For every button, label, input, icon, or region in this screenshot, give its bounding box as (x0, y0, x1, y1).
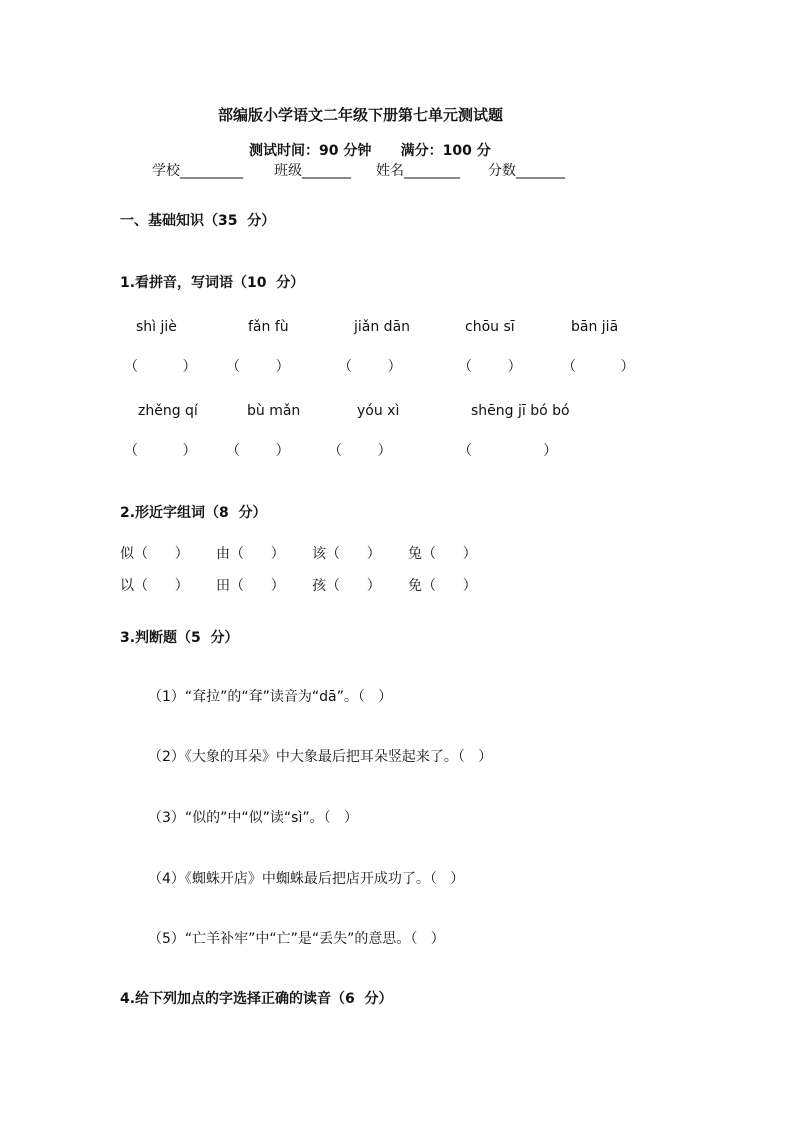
question-3-title: 3.判断题（5 分） (120, 630, 239, 646)
answer-blank[interactable]: （ ） (226, 443, 290, 459)
similar-char-item[interactable]: 似（ ） (120, 546, 189, 562)
true-false-item[interactable]: （5）“亡羊补牢”中“亡”是“丢失”的意思。（ ） (148, 931, 445, 947)
answer-blank[interactable]: （ ） (458, 359, 522, 375)
test-time-score: 测试时间：90 分钟 满分：100 分 (249, 143, 491, 159)
score-field: 分数_______ (488, 163, 565, 179)
pinyin-item: bù mǎn (247, 403, 301, 419)
answer-blank[interactable]: （ ） (458, 443, 558, 459)
pinyin-item: jiǎn dān (354, 319, 411, 335)
similar-char-item[interactable]: 免（ ） (408, 578, 477, 594)
section-basic-knowledge: 一、基础知识（35 分） (120, 213, 276, 229)
true-false-item[interactable]: （4）《蜘蛛开店》中蜘蛛最后把店开成功了。（ ） (148, 871, 465, 887)
answer-blank[interactable]: （ ） (562, 359, 635, 375)
question-1-title: 1.看拼音，写词语（10 分） (120, 275, 305, 291)
true-false-item[interactable]: （2）《大象的耳朵》中大象最后把耳朵竖起来了。（ ） (148, 749, 493, 765)
similar-char-item[interactable]: 田（ ） (216, 578, 285, 594)
pinyin-item: bān jiā (571, 319, 619, 335)
true-false-item[interactable]: （1）“耷拉”的“耷”读音为“dā”。（ ） (148, 689, 393, 705)
pinyin-item: yóu xì (357, 403, 400, 419)
answer-blank[interactable]: （ ） (338, 359, 402, 375)
answer-blank[interactable]: （ ） (124, 443, 197, 459)
similar-char-item[interactable]: 由（ ） (216, 546, 285, 562)
answer-blank[interactable]: （ ） (124, 359, 197, 375)
similar-char-item[interactable]: 该（ ） (312, 546, 381, 562)
name-field: 姓名________ (376, 163, 460, 179)
class-field: 班级_______ (274, 163, 351, 179)
answer-blank[interactable]: （ ） (328, 443, 392, 459)
answer-blank[interactable]: （ ） (226, 359, 290, 375)
pinyin-item: shì jiè (136, 319, 177, 335)
question-4-title: 4.给下列加点的字选择正确的读音（6 分） (120, 991, 393, 1007)
similar-char-item[interactable]: 孩（ ） (312, 578, 381, 594)
pinyin-item: zhěng qí (138, 403, 198, 419)
question-2-title: 2.形近字组词（8 分） (120, 505, 267, 521)
school-field: 学校_________ (152, 163, 243, 179)
page-title: 部编版小学语文二年级下册第七单元测试题 (218, 106, 504, 124)
pinyin-item: chōu sī (465, 319, 515, 335)
true-false-item[interactable]: （3）“似的”中“似”读“sì”。（ ） (148, 810, 358, 826)
similar-char-item[interactable]: 以（ ） (120, 578, 189, 594)
pinyin-item: shēng jī bó bó (471, 403, 570, 419)
similar-char-item[interactable]: 兔（ ） (408, 546, 477, 562)
pinyin-item: fǎn fù (248, 319, 289, 335)
